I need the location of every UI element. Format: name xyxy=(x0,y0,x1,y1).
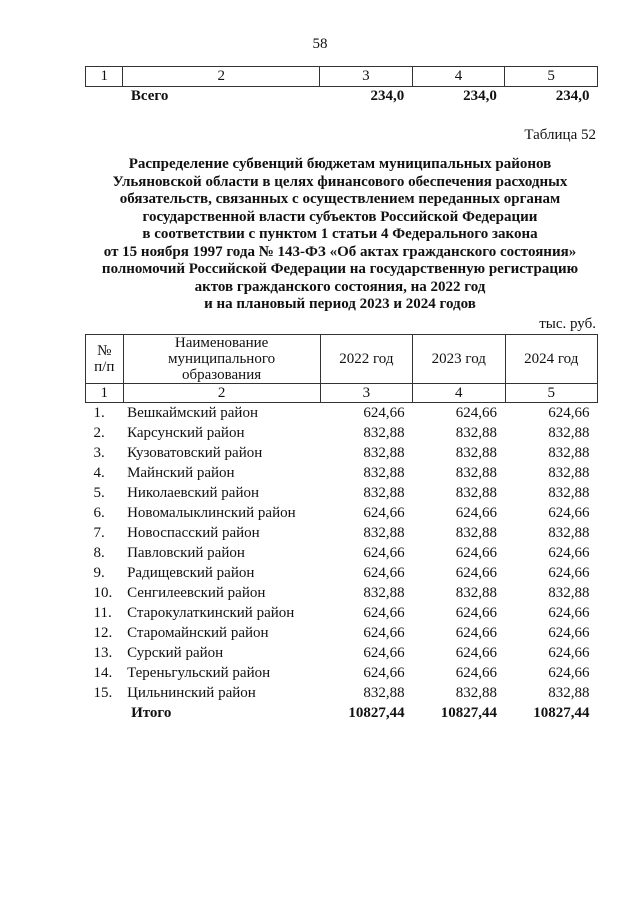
total-value: 234,0 xyxy=(463,88,497,104)
title-line: обязательств, связанных с осуществлением переданных органам xyxy=(119,191,561,207)
cell: 3 xyxy=(320,67,413,87)
cell: 2 xyxy=(123,384,320,403)
value-2022: 624,66 xyxy=(363,404,405,421)
header-cell: Наименование муниципального образования xyxy=(123,335,320,384)
municipality-name: Новомалыклинский район xyxy=(127,504,296,521)
value-2024: 832,88 xyxy=(548,484,590,501)
value-2023: 624,66 xyxy=(455,564,498,581)
value-2023: 624,66 xyxy=(455,404,498,421)
municipality-name: Карсунский район xyxy=(127,424,245,441)
table-row xyxy=(86,663,598,683)
value-2022: 832,88 xyxy=(363,464,405,481)
table-label: Таблица 52 xyxy=(524,127,596,143)
table-row xyxy=(86,543,598,563)
cell: 4 xyxy=(412,67,505,87)
previous-table-end xyxy=(85,66,598,106)
subsidy-table xyxy=(85,334,598,723)
municipality-name: Старомайнский район xyxy=(127,624,269,641)
row-number: 2. xyxy=(93,424,105,441)
title-line: актов гражданского состояния, на 2022 год xyxy=(194,278,486,295)
title-line: в соответствии с пунктом 1 статьи 4 Федерального закона xyxy=(142,226,538,242)
title-line: Распределение субвенций бюджетам муниципальных районов xyxy=(128,156,552,172)
row-number: 1. xyxy=(93,404,105,421)
header-cell: 2022 год xyxy=(320,335,412,384)
table-row xyxy=(86,583,598,603)
value-2024: 832,88 xyxy=(548,584,590,601)
row-number: 14. xyxy=(93,664,113,681)
header-row xyxy=(86,335,598,384)
value-2023: 624,66 xyxy=(455,644,498,661)
value-2023: 624,66 xyxy=(455,624,498,641)
header-cell: 2023 год xyxy=(413,335,505,384)
table-row xyxy=(86,623,598,643)
row-number: 10. xyxy=(93,584,113,601)
municipality-name: Павловский район xyxy=(127,544,245,561)
title-line: Ульяновской области в целях финансового обеспечения расходных xyxy=(112,173,568,190)
value-2023: 832,88 xyxy=(455,464,498,481)
municipality-name: Кузоватовский район xyxy=(127,444,263,461)
row-number: 5. xyxy=(93,484,105,501)
row-number: 15. xyxy=(93,684,113,701)
row-number: 6. xyxy=(93,504,105,521)
value-2024: 624,66 xyxy=(548,624,590,641)
table-row xyxy=(86,463,598,483)
value-2022: 832,88 xyxy=(363,584,405,601)
municipality-name: Новоспасский район xyxy=(127,524,260,541)
value-2022: 624,66 xyxy=(363,644,405,661)
value-2023: 624,66 xyxy=(455,504,498,521)
value-2022: 624,66 xyxy=(363,604,405,621)
row-number: 12. xyxy=(93,624,113,641)
table-row xyxy=(86,683,598,703)
row-number: 9. xyxy=(93,564,105,581)
municipality-name: Цильнинский район xyxy=(127,684,256,701)
value-2024: 624,66 xyxy=(548,564,590,581)
value-2024: 624,66 xyxy=(548,544,590,561)
total-label: Итого xyxy=(131,704,172,721)
value-2023: 624,66 xyxy=(455,604,498,621)
cell xyxy=(86,703,124,723)
title-line: от 15 ноября 1997 года № 143-ФЗ «Об актах гражданского состояния» xyxy=(103,243,577,260)
cell: 2 xyxy=(123,67,320,87)
total-row xyxy=(86,703,598,723)
value-2024: 624,66 xyxy=(548,604,590,621)
row-number: 13. xyxy=(93,644,113,661)
value-2023: 624,66 xyxy=(455,544,498,561)
units-label: тыс. руб. xyxy=(539,316,596,332)
value-2024: 624,66 xyxy=(548,404,590,421)
value-2022: 624,66 xyxy=(363,564,405,581)
table-row xyxy=(86,563,598,583)
total-value: 10827,44 xyxy=(440,704,498,721)
cell: 5 xyxy=(505,384,597,403)
municipality-name: Майнский район xyxy=(127,464,235,481)
value-2022: 832,88 xyxy=(363,484,405,501)
value-2022: 832,88 xyxy=(363,684,405,701)
total-row xyxy=(86,87,598,107)
municipality-name: Радищевский район xyxy=(127,564,255,581)
total-value: 234,0 xyxy=(555,88,590,104)
title-line: полномочий Российской Федерации на государственную регистрацию xyxy=(101,261,579,277)
cell: 4 xyxy=(413,384,505,403)
cell: 1 xyxy=(86,384,124,403)
value-2024: 832,88 xyxy=(548,684,590,701)
table-row xyxy=(86,603,598,623)
header-cell: 2024 год xyxy=(505,335,597,384)
table-row xyxy=(86,423,598,443)
value-2024: 624,66 xyxy=(548,504,590,521)
table-row xyxy=(86,503,598,523)
value-2022: 832,88 xyxy=(363,444,405,461)
cell: 3 xyxy=(320,384,412,403)
cell: 1 xyxy=(86,67,123,87)
total-label: Всего xyxy=(130,88,169,104)
header-cell: № п/п xyxy=(86,335,124,384)
value-2023: 832,88 xyxy=(455,684,498,701)
value-2024: 832,88 xyxy=(548,424,590,441)
value-2024: 832,88 xyxy=(548,524,590,541)
total-value: 10827,44 xyxy=(533,704,590,721)
title-line: государственной власти субъектов Российской Федерации xyxy=(142,208,538,225)
value-2022: 624,66 xyxy=(363,504,405,521)
title-line: и на плановый период 2023 и 2024 годов xyxy=(204,296,476,312)
total-value: 234,0 xyxy=(370,88,405,104)
value-2023: 832,88 xyxy=(455,424,498,441)
row-number: 3. xyxy=(93,444,105,461)
table-row xyxy=(86,403,598,424)
value-2022: 624,66 xyxy=(363,544,405,561)
table-row xyxy=(86,483,598,503)
total-value: 10827,44 xyxy=(348,704,405,721)
value-2022: 624,66 xyxy=(363,624,405,641)
municipality-name: Николаевский район xyxy=(127,484,260,501)
municipality-name: Сурский район xyxy=(127,644,224,661)
cell: 5 xyxy=(505,67,598,87)
value-2022: 832,88 xyxy=(363,524,405,541)
row-number: 4. xyxy=(93,464,105,481)
table-title xyxy=(80,156,600,314)
value-2023: 832,88 xyxy=(455,584,498,601)
value-2023: 832,88 xyxy=(455,524,498,541)
municipality-name: Вешкаймский район xyxy=(127,404,258,421)
table-row xyxy=(86,643,598,663)
value-2023: 624,66 xyxy=(455,664,498,681)
page-number: 58 xyxy=(312,36,328,52)
row-number: 8. xyxy=(93,544,105,561)
municipality-name: Тереньгульский район xyxy=(127,664,271,681)
municipality-name: Старокулаткинский район xyxy=(127,604,295,621)
row-number: 7. xyxy=(93,524,105,541)
value-2024: 832,88 xyxy=(548,444,590,461)
column-number-row xyxy=(86,67,598,87)
value-2023: 832,88 xyxy=(455,444,498,461)
value-2022: 832,88 xyxy=(363,424,405,441)
value-2024: 624,66 xyxy=(548,644,590,661)
column-number-row xyxy=(86,384,598,403)
table-row xyxy=(86,443,598,463)
table-row xyxy=(86,523,598,543)
value-2022: 624,66 xyxy=(363,664,405,681)
row-number: 11. xyxy=(93,604,112,621)
value-2023: 832,88 xyxy=(455,484,498,501)
value-2024: 624,66 xyxy=(548,664,590,681)
municipality-name: Сенгилеевский район xyxy=(127,584,266,601)
value-2024: 832,88 xyxy=(548,464,590,481)
